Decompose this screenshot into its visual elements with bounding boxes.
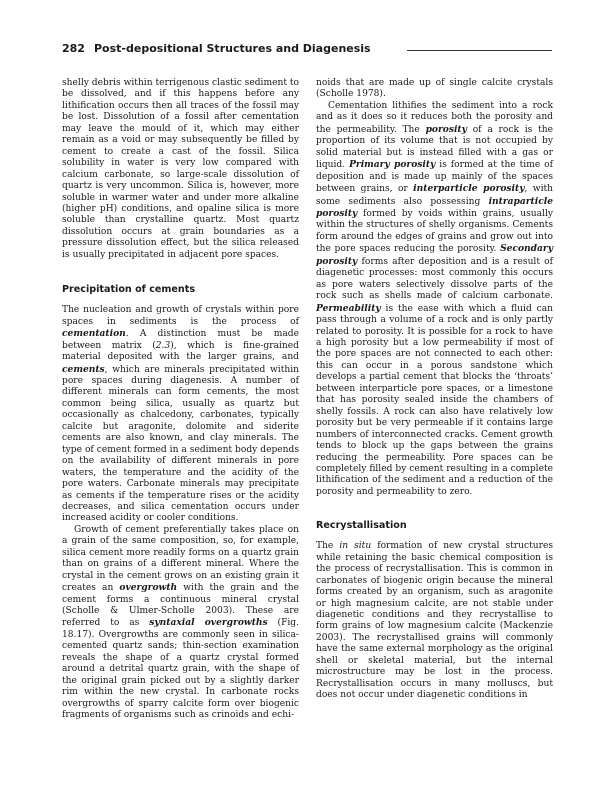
section-heading-recrystallisation: Recrystallisation	[316, 520, 407, 532]
left-column	[62, 78, 299, 722]
running-title: Post-depositional Structures and Diagenesis	[94, 42, 371, 55]
right-column	[316, 78, 553, 702]
paragraph-dissolution: shelly debris within terrigenous clastic sediment to be dissolved, and if this happens before any lithification occurs then all traces of the fossil may be lost. Dissolution of a fossil after cementation may leave the mould of it, which may either remain as a void or may subsequently be filled by cement to create a cast of the fossil. Silica solubility in water is very low compared with calcium carbonate, so large-scale dissolution of quartz is very uncommon. Silica is, however, more soluble in warmer water and under more alkaline (higher pH) conditions, and opaline silica is more soluble than crystalline quartz. Most quartz dissolution occurs at grain boundaries as a pressure dissolution effect, but the silica released is usually precipitated in adjacent pore spaces.	[62, 78, 299, 260]
paragraph-overgrowth: Growth of cement preferentially takes place on a grain of the same composition, so, for example, silica cement more readily forms on a quartz grain than on grains of a different mineral. Where the crystal in the cement grows on an existing grain it creates an overgrowth with the grain and the cement forms a continuous mineral crystal (Scholle & Ulmer-Scholle 2003). These are referred to as syntaxial overgrowths (Fig. 18.17). Overgrowths are commonly seen in silica-cemented quartz sands; thin-section examination reveals the shape of a quartz crystal formed around a detrital quartz grain, with the shape of the original grain picked out by a slightly darker rim within the new crystal. In carbonate rocks overgrowths of sparry calcite form over biogenic fragments of organisms such as crinoids and echi-	[62, 524, 299, 721]
paragraph-porosity: Cementation lithifies the sediment into a rock and as it does so it reduces both the porosity and the permeability. The porosity of a rock is the proportion of its volume that is not occupied by solid material but is instead filled with a gas or liquid. Primary porosity is formed at the time of deposition and is made up mainly of the spaces between grains, or interparticle porosity, with some sediments also possessing intraparticle porosity formed by voids within grains, usually within the structures of shelly organisms. Cements form around the edges of grains and grow out into the pore spaces reducing the porosity. Secondary porosity forms after deposition and is a result of diagenetic processes: most commonly this occurs as pore waters selectively dissolve parts of the rock such as shells made of calcium carbonate. Permeability is the ease with which a fluid can pass through a volume of a rock and is only partly related to porosity. It is possible for a rock to have a high porosity but a low permeability if most of the pore spaces are not connected to each other: this can occur in a porous sandstone which develops a partial cement that blocks the ‘throats’ between interparticle pore spaces, or a limestone that has porosity sealed inside the chambers of shelly fossils. A rock can also have relatively low porosity but be very permeable if it contains large numbers of interconnected cracks. Cement growth tends to block up the gaps between the grains reducing the permeability. Pore spaces can be completely filled by cement resulting in a complete lithification of the sediment and a reduction of the porosity and permeability to zero.	[316, 100, 554, 497]
paragraph-echinoids: noids that are made up of single calcite crystals (Scholle 1978).	[316, 78, 553, 100]
paragraph-recrystallisation: The in situ formation of new crystal structures while retaining the basic chemical composition is the process of recrystallisation. This is common in carbonates of biogenic origin because the mineral forms created by an organism, such as aragonite or high magnesium calcite, are not stable under diagenetic conditions and they recrystallise to form grains of low magnesium calcite (Mackenzie 2003). The recrystallised grains will commonly have the same external morphology as the original shell or skeletal material, but the internal microstructure may be lost in the process. Recrystallisation occurs in many molluscs, but does not occur under diagenetic conditions in	[316, 541, 554, 701]
page-number: 282	[62, 42, 85, 55]
header-rule	[407, 50, 552, 51]
paragraph-cementation: The nucleation and growth of crystals within pore spaces in sediments is the process of cementation. A distinction must be made between matrix (2.3), which is fine-grained material deposited with the larger grains, and cements, which are minerals precipitated within pore spaces during diagenesis. A number of different minerals can form cements, the most common being silica, usually as quartz but occasionally as chalcedony, carbonates, typically calcite but aragonite, dolomite and siderite cements are also known, and clay minerals. The type of cement formed in a sediment body depends on the availability of different minerals in pore waters, the temperature and the acidity of the pore waters. Carbonate minerals may precipitate as cements if the temperature rises or the acidity decreases, and silica cementation occurs under increased acidity or cooler conditions.	[62, 305, 299, 524]
section-heading-precipitation: Precipitation of cements	[62, 284, 196, 296]
page-header	[62, 42, 552, 58]
